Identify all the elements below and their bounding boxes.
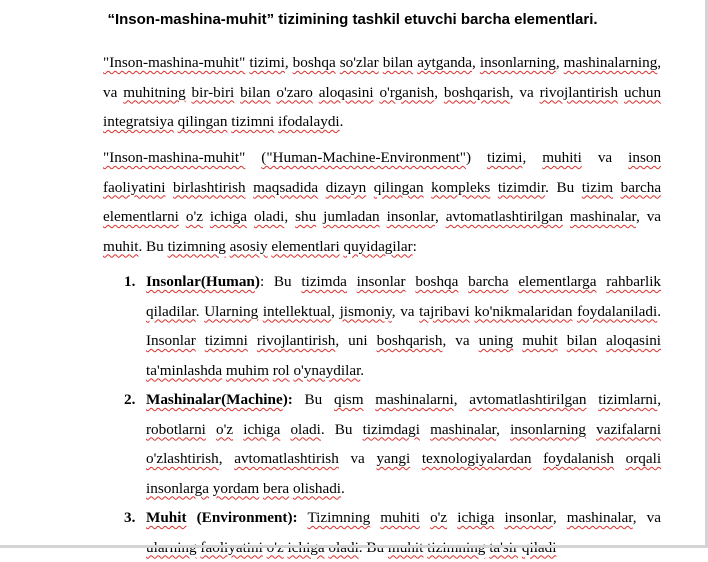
list-item-term: Muhit (Environment): xyxy=(146,509,298,526)
list-item-text: Tizimning muhiti o'z ichiga insonlar, mashinalar, va xyxy=(307,509,661,526)
list-item-text: : Bu tizimda insonlar boshqa barcha elementlarga rahbarlik qiladilar. Ularning intellektual, jismoniy, va tajribavi ko'nikmalaridan foydalaniladi. Insonlar tizimni rivojlantirish, uni boshqarish, va uning muhit bilan aloqasini ta'minlashda muhim rol o'ynaydilar. xyxy=(146,273,662,379)
list-item-human xyxy=(124,267,661,385)
list-item-term: Insonlar(Human) xyxy=(146,273,260,290)
list-number: 1. xyxy=(124,273,136,290)
intro-paragraph: "Inson-mashina-muhit" tizimi, boshqa so'zlar bilan aytganda, insonlarning, mashinalarning, va muhitning bir-biri bilan o'zaro aloqasini o'rganish, boshqarish, va rivojlantirish uchun integratsiya qilingan tizimni ifodalaydi. xyxy=(103,54,662,130)
list-number: 3. xyxy=(124,509,136,526)
list-item-machine xyxy=(124,385,661,503)
definition-paragraph: "Inson-mashina-muhit" ("Human-Machine-Environment") tizimi, muhiti va inson faoliyatini birlashtirish maqsadida dizayn qilingan kompleks tizimdir. Bu tizim barcha elementlarni o'z ichiga oladi, shu jumladan insonlar, avtomatlashtirilgan mashinalar, va muhit. Bu tizimning asosiy elementlari quyidagilar: xyxy=(103,149,662,255)
elements-list xyxy=(124,267,661,562)
list-number: 2. xyxy=(124,391,136,408)
document-title: “Inson-mashina-muhit” tizimining tashkil etuvchi barcha elementlari. xyxy=(107,11,598,28)
list-item-term: Mashinalar(Machine): xyxy=(146,391,293,408)
list-item-text: Bu qism mashinalarni, avtomatlashtirilgan tizimlarni, robotlarni o'z ichiga oladi. Bu tizimdagi mashinalar, insonlarning vazifalarni o'zlashtirish, avtomatlashtirish va yangi texnologiyalardan foydalanish orqali insonlarga yordam bera olishadi. xyxy=(146,391,662,497)
window-edge-bottom xyxy=(0,545,708,548)
list-item-environment xyxy=(124,503,661,562)
